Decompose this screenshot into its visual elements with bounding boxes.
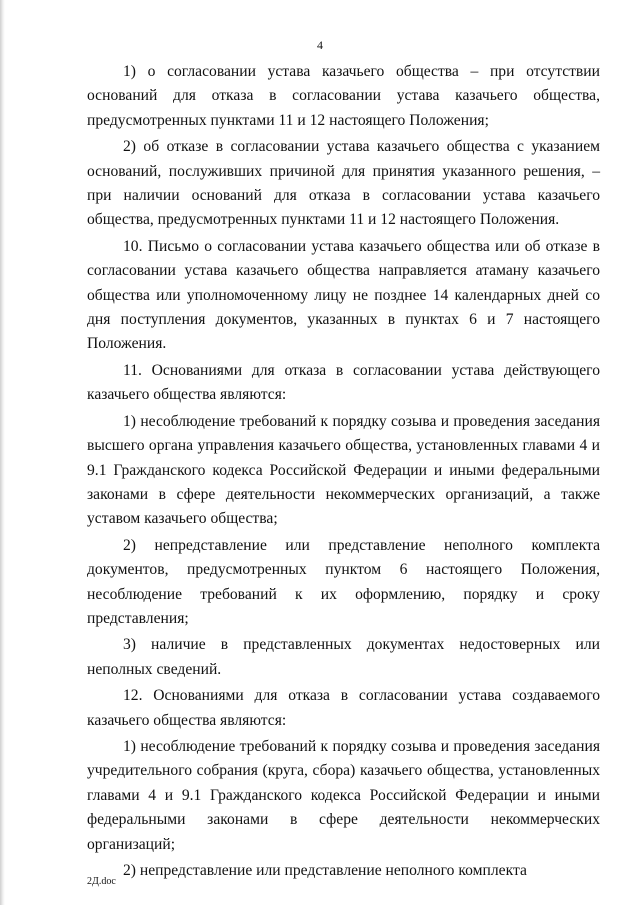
paragraph-item-1-approval: 1) о согласовании устава казачьего общества – при отсутствии оснований для отказа в согласовании устава казачьего общества, предусмотренных пунктами 11 и 12 настоящего Положения; (87, 63, 600, 129)
paragraph-section-10: 10. Письмо о согласовании устава казачьего общества или об отказе в согласовании устава казачьего общества направляется атаману казачьего общества или уполномоченному лицу не позднее 14 календарных дней со дня поступления документов, указанных в пунктах 6 и 7 настоящего Положения. (87, 237, 600, 353)
paragraph-section-11-item-1: 1) несоблюдение требований к порядку созыва и проведения заседания высшего органа управления казачьего общества, установленных главами 4 и 9.1 Гражданского кодекса Российской Федерации и иными федеральными законами в сфере деятельности некоммерческих организаций, а также уставом казачьего общества; (87, 412, 600, 528)
paragraph-section-12: 12. Основаниями для отказа в согласовании устава создаваемого казачьего общества являются: (87, 687, 600, 729)
paragraph-section-11-item-3: 3) наличие в представленных документах недостоверных или неполных сведений. (87, 636, 600, 678)
footer-filename: 2Д.doc (87, 876, 116, 887)
paragraph-section-11-item-2: 2) непредставление или представление неполного комплекта документов, предусмотренных пунктом 6 настоящего Положения, несоблюдение требований к их оформлению, порядку и сроку представления; (87, 536, 600, 627)
document-body (87, 60, 600, 885)
paragraph-section-12-item-2: 2) непредставление или представление неполного комплекта (123, 862, 527, 879)
paragraph-section-12-item-1: 1) несоблюдение требований к порядку созыва и проведения заседания учредительного собрания (круга, сбора) казачьего общества, установленных главами 4 и 9.1 Гражданского кодекса Российской Федерации и иными федеральными законами в сфере деятельности некоммерческих организаций; (87, 737, 600, 853)
scan-edge (0, 0, 5, 905)
paragraph-item-2-refusal: 2) об отказе в согласовании устава казачьего общества с указанием оснований, послуживших причиной для принятия указанного решения, – при наличии оснований для отказа в согласовании устава казачьего общества, предусмотренных пунктами 11 и 12 настоящего Положения. (87, 138, 600, 229)
page-number: 4 (317, 38, 323, 52)
paragraph-section-11: 11. Основаниями для отказа в согласовании устава действующего казачьего общества являются: (87, 361, 600, 404)
